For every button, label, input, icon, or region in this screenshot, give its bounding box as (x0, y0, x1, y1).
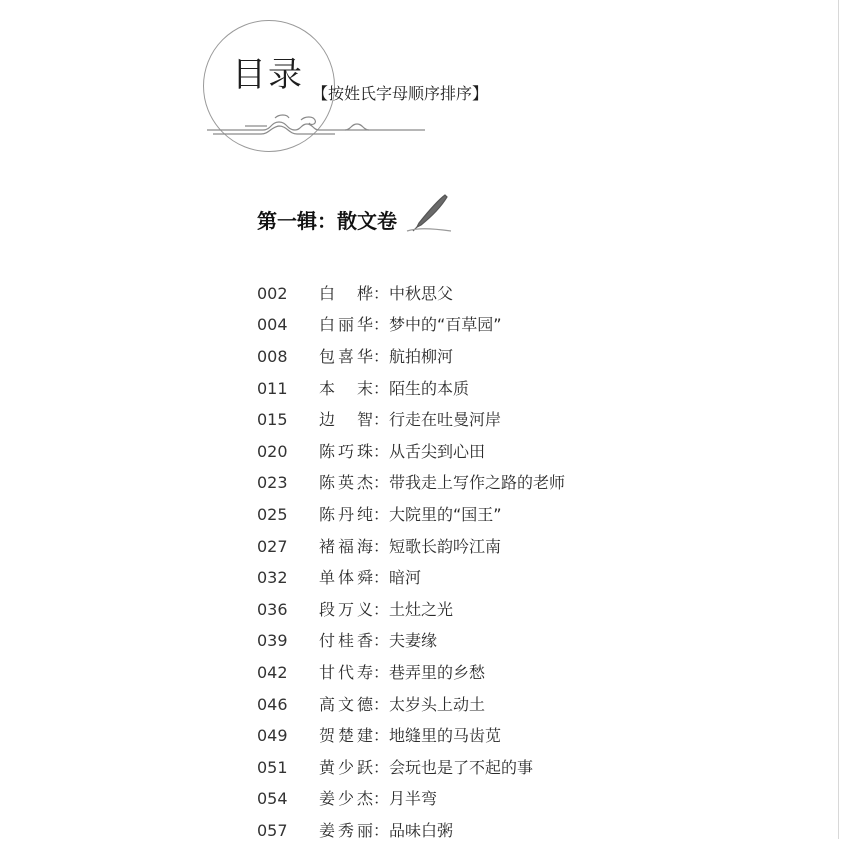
quill-pen-icon (405, 193, 455, 235)
toc-article-title: 短歌长韵吟江南 (389, 536, 502, 556)
toc-author-name: 包喜华 (319, 346, 373, 366)
toc-page-number: 011 (257, 378, 288, 398)
toc-author-name: 姜少杰 (319, 789, 373, 809)
toc-entry[interactable] (257, 752, 565, 784)
toc-separator: ： (373, 473, 390, 493)
toc-entry[interactable] (257, 657, 565, 689)
toc-page-number: 027 (257, 536, 288, 556)
toc-separator: ： (373, 441, 390, 461)
toc-entry[interactable] (257, 436, 565, 468)
toc-separator: ： (373, 631, 390, 651)
toc-entry[interactable] (257, 562, 565, 594)
toc-author-name: 段万义 (319, 599, 373, 619)
toc-page-number: 049 (257, 726, 288, 746)
toc-article-title: 地缝里的马齿苋 (389, 726, 502, 746)
toc-separator: ： (373, 820, 390, 840)
section-heading: 第一辑：散文卷 (257, 209, 397, 233)
toc-author-name: 甘代寿 (319, 662, 373, 682)
toc-article-title: 带我走上写作之路的老师 (389, 473, 566, 493)
toc-entry[interactable] (257, 815, 565, 847)
toc-separator: ： (373, 599, 390, 619)
toc-page-number: 036 (257, 599, 288, 619)
toc-separator: ： (373, 315, 390, 335)
toc-author-name: 边智 (319, 410, 373, 430)
toc-entry[interactable] (257, 310, 565, 342)
toc-page-number: 051 (257, 757, 288, 777)
toc-page-number: 004 (257, 315, 288, 335)
toc-entry[interactable] (257, 784, 565, 816)
toc-article-title: 月半弯 (389, 789, 438, 809)
toc-page-number: 039 (257, 631, 288, 651)
toc-article-title: 从舌尖到心田 (389, 441, 486, 461)
table-of-contents (257, 278, 565, 847)
page-edge-line (838, 0, 839, 839)
toc-author-name: 褚福海 (319, 536, 373, 556)
toc-entry[interactable] (257, 499, 565, 531)
toc-separator: ： (373, 410, 390, 430)
toc-article-title: 会玩也是了不起的事 (389, 757, 534, 777)
toc-page-number: 032 (257, 568, 288, 588)
toc-entry[interactable] (257, 594, 565, 626)
toc-article-title: 中秋思父 (389, 283, 454, 303)
toc-page-number: 025 (257, 504, 288, 524)
toc-separator: ： (373, 789, 390, 809)
toc-author-name: 白丽华 (319, 315, 373, 335)
toc-author-name: 陈巧珠 (319, 441, 373, 461)
toc-article-title: 土灶之光 (389, 599, 454, 619)
toc-page-number: 046 (257, 694, 288, 714)
toc-separator: ： (373, 504, 390, 524)
toc-separator: ： (373, 378, 390, 398)
toc-separator: ： (373, 694, 390, 714)
toc-separator: ： (373, 283, 390, 303)
toc-article-title: 暗河 (389, 568, 422, 588)
toc-article-title: 品味白粥 (389, 820, 454, 840)
toc-author-name: 贺楚建 (319, 726, 373, 746)
toc-author-name: 白桦 (319, 283, 373, 303)
toc-separator: ： (373, 568, 390, 588)
toc-article-title: 航拍柳河 (389, 346, 454, 366)
toc-page-number: 002 (257, 283, 288, 303)
toc-author-name: 单体舜 (319, 568, 373, 588)
toc-separator: ： (373, 726, 390, 746)
toc-article-title: 大院里的“国王” (389, 504, 502, 524)
toc-author-name: 本末 (319, 378, 373, 398)
toc-entry[interactable] (257, 341, 565, 373)
toc-page-number: 023 (257, 473, 288, 493)
toc-entry[interactable] (257, 720, 565, 752)
toc-entry[interactable] (257, 278, 565, 310)
toc-separator: ： (373, 346, 390, 366)
toc-article-title: 陌生的本质 (389, 378, 470, 398)
toc-author-name: 付桂香 (319, 631, 373, 651)
toc-page-number: 015 (257, 410, 288, 430)
toc-author-name: 黄少跃 (319, 757, 373, 777)
toc-author-name: 高文德 (319, 694, 373, 714)
toc-author-name: 陈英杰 (319, 473, 373, 493)
toc-article-title: 行走在吐曼河岸 (389, 410, 502, 430)
toc-author-name: 陈丹纯 (319, 504, 373, 524)
toc-author-name: 姜秀丽 (319, 820, 373, 840)
toc-article-title: 夫妻缘 (389, 631, 438, 651)
cloud-ornament-icon (205, 110, 430, 140)
page-subtitle: 【按姓氏字母顺序排序】 (312, 84, 489, 103)
toc-entry[interactable] (257, 373, 565, 405)
toc-page-number: 054 (257, 789, 288, 809)
toc-separator: ： (373, 757, 390, 777)
toc-entry[interactable] (257, 404, 565, 436)
toc-page-number: 020 (257, 441, 288, 461)
toc-article-title: 太岁头上动土 (389, 694, 486, 714)
toc-page-number: 008 (257, 346, 288, 366)
toc-entry[interactable] (257, 531, 565, 563)
toc-page-number: 042 (257, 662, 288, 682)
toc-separator: ： (373, 536, 390, 556)
toc-entry[interactable] (257, 626, 565, 658)
toc-article-title: 巷弄里的乡愁 (389, 662, 486, 682)
toc-entry[interactable] (257, 468, 565, 500)
toc-separator: ： (373, 662, 390, 682)
toc-article-title: 梦中的“百草园” (389, 315, 502, 335)
toc-page-number: 057 (257, 820, 288, 840)
toc-entry[interactable] (257, 689, 565, 721)
page-title: 目录 (232, 55, 304, 95)
